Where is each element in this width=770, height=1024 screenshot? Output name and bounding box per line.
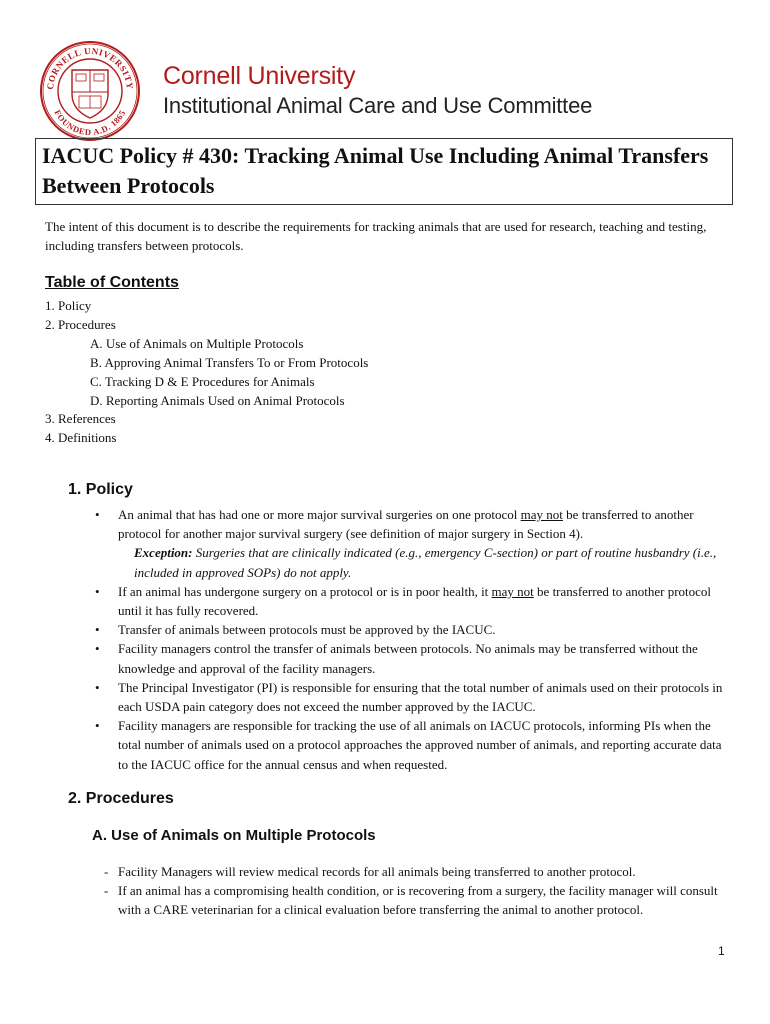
- subsection-heading-a: A. Use of Animals on Multiple Protocols: [92, 827, 376, 844]
- bullet-icon: •: [95, 622, 100, 638]
- toc-item-definitions[interactable]: 4. Definitions: [45, 430, 117, 445]
- intro-paragraph: The intent of this document is to describe the requirements for tracking animals that are used for research, teaching and testing, including transfers between protocols.: [45, 219, 707, 253]
- bullet-icon: •: [95, 641, 100, 657]
- section-heading-policy: 1. Policy: [68, 481, 133, 498]
- title-box: [35, 138, 733, 205]
- list-item: • Transfer of animals between protocols must be approved by the IACUC.: [92, 620, 732, 639]
- cornell-seal-logo: [39, 40, 141, 142]
- bullet-icon: •: [95, 507, 100, 522]
- committee-name: Institutional Animal Care and Use Committee: [163, 93, 593, 118]
- toc-item-procedure-b[interactable]: B. Approving Animal Transfers To or From Protocols: [90, 355, 369, 370]
- document-title: IACUC Policy # 430: Tracking Animal Use Including Animal Transfers Between Protocols: [42, 143, 709, 198]
- svg-text:CORNELL UNIVERSITY: CORNELL UNIVERSITY: [44, 45, 136, 91]
- list-item: • Facility managers control the transfer of animals between protocols. No animals may be transferred without the knowledge and approval of the facility managers.: [95, 641, 698, 676]
- bullet-icon: •: [95, 583, 100, 599]
- policy-bullet-list: [92, 505, 732, 774]
- toc-item-procedure-d[interactable]: D. Reporting Animals Used on Animal Protocols: [90, 393, 345, 408]
- bullet-icon: •: [95, 679, 100, 695]
- toc-item-procedures[interactable]: 2. Procedures: [45, 317, 116, 332]
- list-item: • An animal that has had one or more major survival surgeries on one protocol may not be transferred to another protocol for another major survival surgery (see definition of major surgery in Section 4). Exception: Surgeries that are clinically indicated (e.g., emergency C-section) or part of routine husbandry (i.e., included in approved SOPs) do not apply.: [92, 505, 732, 582]
- list-item: • Facility managers are responsible for tracking the use of all animals on IACUC protocols, informing PIs when the total number of animals used on a protocol approaches the approved number of animals, and reporting accurate data to the IACUC office for the annual census and when requested.: [95, 718, 722, 772]
- list-item: • If an animal has undergone surgery on a protocol or is in poor health, it may not be transferred to another protocol until it has fully recovered.: [95, 583, 712, 619]
- toc-heading: Table of Contents: [45, 274, 179, 291]
- bullet-icon: •: [95, 718, 100, 734]
- university-name: Cornell University: [163, 62, 356, 90]
- toc-item-procedure-c[interactable]: C. Tracking D & E Procedures for Animals: [90, 374, 315, 389]
- list-item: - Facility Managers will review medical records for all animals being transferred to another protocol.: [104, 864, 636, 879]
- toc-item-references[interactable]: 3. References: [45, 411, 116, 426]
- page-number: 1: [718, 944, 725, 958]
- toc-item-procedure-a[interactable]: A. Use of Animals on Multiple Protocols: [90, 336, 304, 351]
- svg-text:FOUNDED A.D. 1865: FOUNDED A.D. 1865: [52, 108, 128, 138]
- list-item: - If an animal has a compromising health condition, or is recovering from a surgery, the facility manager will consult with a CARE veterinarian for a clinical evaluation before transferring the animal to another protocol.: [104, 883, 718, 918]
- list-item: • The Principal Investigator (PI) is responsible for ensuring that the total number of animals used on their protocols in each USDA pain category does not exceed the number approved by the IACUC.: [95, 679, 723, 715]
- toc-item-policy[interactable]: 1. Policy: [45, 298, 92, 313]
- exception-note: Exception: Surgeries that are clinically indicated (e.g., emergency C-section) or part of routine husbandry (i.e., included in approved SOPs) do not apply.: [134, 545, 717, 580]
- procedures-list: [104, 862, 734, 920]
- section-heading-procedures: 2. Procedures: [68, 790, 174, 807]
